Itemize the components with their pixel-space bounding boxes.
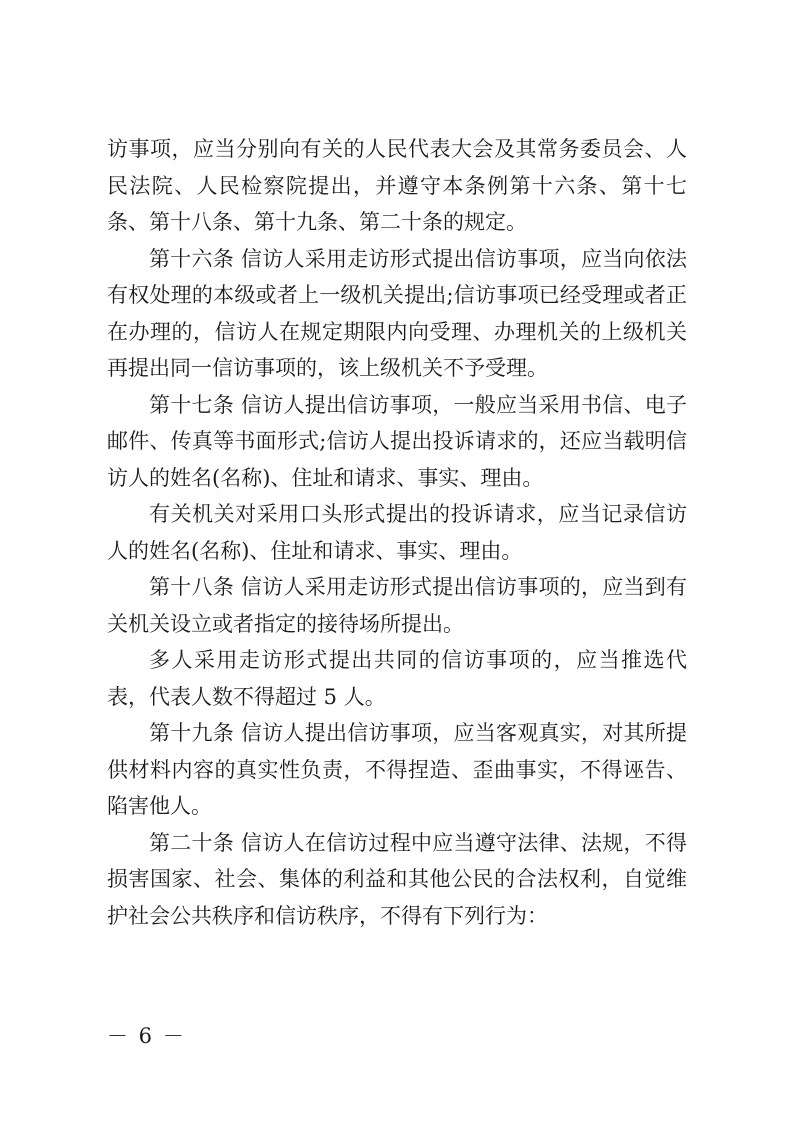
paragraph-article-17: 第十七条 信访人提出信访事项，一般应当采用书信、电子邮件、传真等书面形式;信访人提出投诉请求的，还应当载明信访人的姓名(名称)、住址和请求、事实、理由。 (107, 392, 687, 490)
document-body (107, 131, 687, 934)
paragraph-article-18: 第十八条 信访人采用走访形式提出信访事项的，应当到有关机关设立或者指定的接待场所提出。 (107, 575, 687, 636)
page-number: － 6 － (107, 1024, 186, 1048)
paragraph-continuation: 访事项，应当分别向有关的人民代表大会及其常务委员会、人民法院、人民检察院提出，并遵守本条例第十六条、第十七条、第十八条、第十九条、第二十条的规定。 (107, 137, 687, 234)
paragraph-article-19: 第十九条 信访人提出信访事项，应当客观真实，对其所提供材料内容的真实性负责，不得捏造、歪曲事实，不得诬告、陷害他人。 (107, 721, 687, 818)
paragraph-oral-complaint: 有关机关对采用口头形式提出的投诉请求，应当记录信访人的姓名(名称)、住址和请求、事实、理由。 (107, 502, 687, 563)
paragraph-representatives: 多人采用走访形式提出共同的信访事项的，应当推选代表，代表人数不得超过 5 人。 (107, 648, 687, 709)
paragraph-article-20: 第二十条 信访人在信访过程中应当遵守法律、法规，不得损害国家、社会、集体的利益和其他公民的合法权利，自觉维护社会公共秩序和信访秩序，不得有下列行为： (107, 830, 687, 928)
paragraph-article-16: 第十六条 信访人采用走访形式提出信访事项，应当向依法有权处理的本级或者上一级机关提出;信访事项已经受理或者正在办理的，信访人在规定期限内向受理、办理机关的上级机关再提出同一信访事项的，该上级机关不予受理。 (107, 246, 687, 380)
